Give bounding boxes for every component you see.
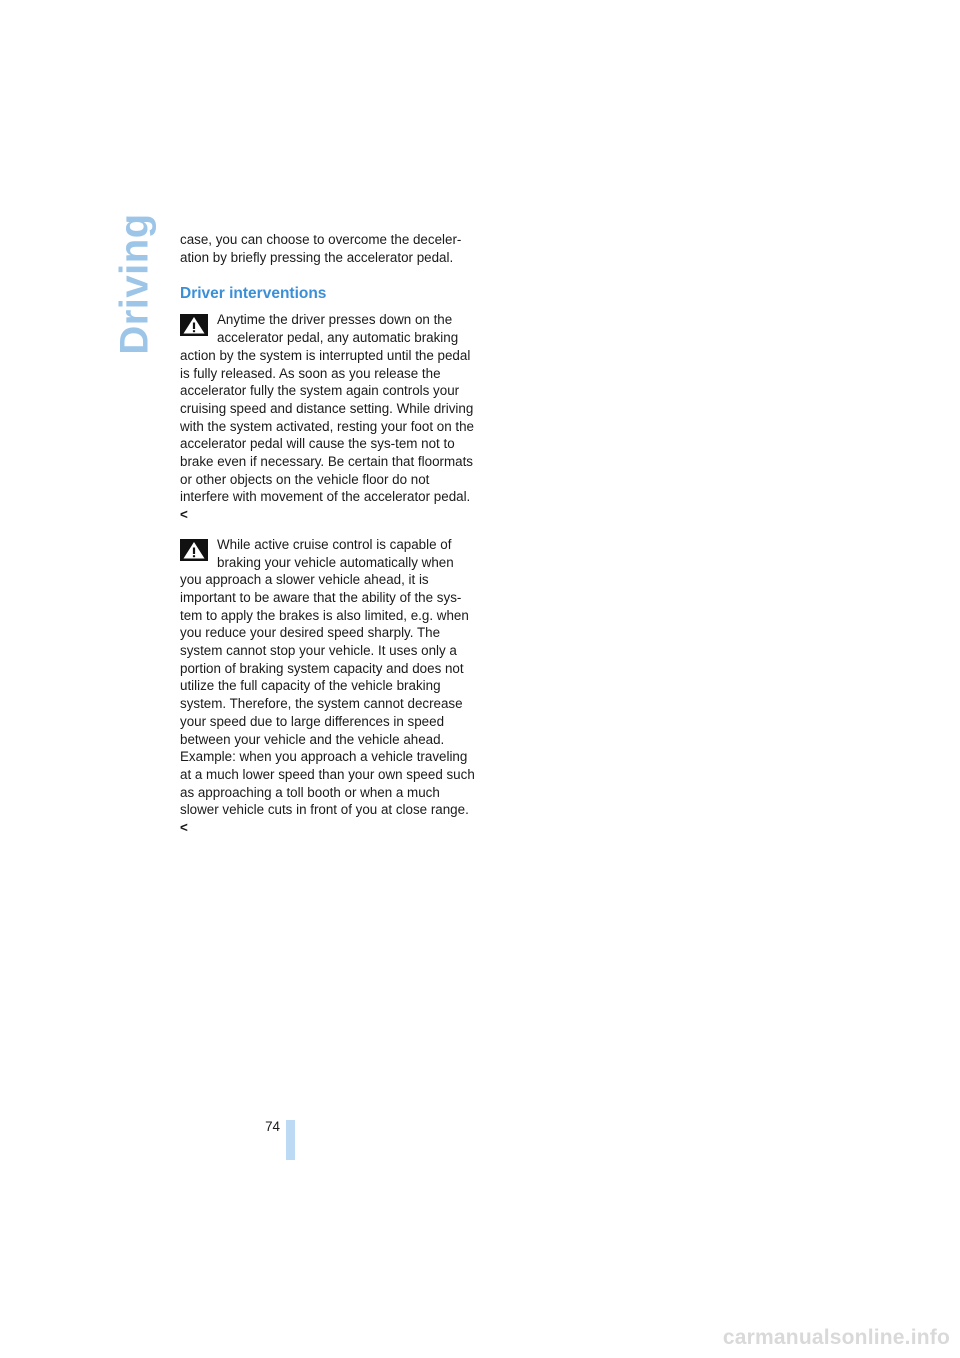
warning-block <box>180 311 476 523</box>
warning-block <box>180 536 476 837</box>
warning-body: Anytime the driver presses down on the accelerator pedal, any automatic braking action by the system is interrupted until the pedal is fully released. As soon as you release the accelerator fully the system again controls your cruising speed and distance setting. While driving with the system activated, resting your foot on the accelerator pedal will cause the sys-tem not to brake even if necessary. Be certain that floormats or other objects on the vehicle floor do not interfere with movement of the accelerator pedal. <box>180 312 474 505</box>
warning-body: While active cruise control is capable of braking your vehicle automatically when you approach a slower vehicle ahead, it is important to be aware that the ability of the sys-tem to apply the brakes is also limited, e.g. when you reduce your desired speed sharply. The system cannot stop your vehicle. It uses only a portion of braking system capacity and does not utilize the full capacity of the vehicle braking system. Therefore, the system cannot decrease your speed due to large differences in speed between your vehicle and the vehicle ahead. Example: when you approach a vehicle traveling at a much lower speed than your own speed such as approaching a toll booth or when a much slower vehicle cuts in front of you at close range. <box>180 536 475 818</box>
warning-triangle-icon <box>180 539 208 561</box>
section-heading: Driver interventions <box>180 285 327 303</box>
text-column <box>180 231 476 849</box>
warning-text <box>180 536 476 837</box>
warning-triangle-icon <box>180 314 208 336</box>
end-marker: < <box>180 820 188 836</box>
intro-paragraph: case, you can choose to overcome the deceler-ation by briefly pressing the accelerator pedal. <box>180 232 462 265</box>
watermark: carmanualsonline.info <box>722 1326 950 1349</box>
page-number: 74 <box>265 1119 280 1134</box>
page-number-bar <box>286 1120 295 1160</box>
warning-text <box>180 311 476 523</box>
section-tab <box>113 213 158 355</box>
section-title: Driving <box>113 213 158 355</box>
end-marker: < <box>180 507 188 523</box>
